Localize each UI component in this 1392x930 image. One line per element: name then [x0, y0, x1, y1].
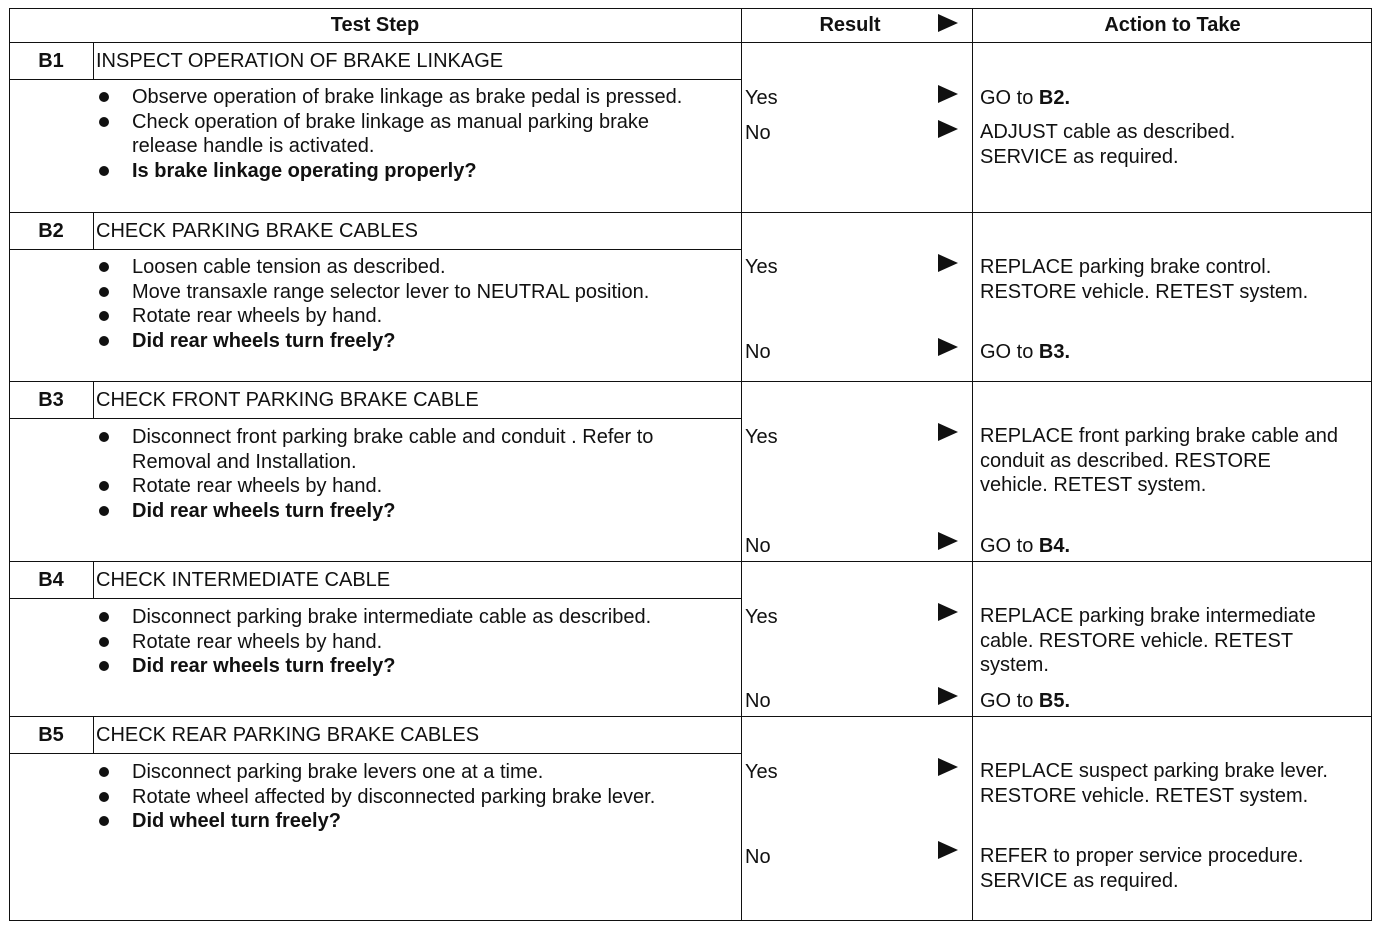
divider [9, 753, 741, 754]
bullet-icon [99, 661, 109, 671]
bullet-icon [99, 117, 109, 127]
action-text: REPLACE front parking brake cable and conduit as described. RESTORE vehicle. RETEST system. [980, 425, 1338, 496]
action-text: GO to B2. [980, 87, 1071, 109]
list-item: Rotate rear wheels by hand. [96, 474, 716, 499]
divider [9, 418, 741, 419]
divider [9, 249, 741, 250]
bullet-icon [99, 432, 109, 442]
list-item: Check operation of brake linkage as manual parking brake release handle is activated. [96, 110, 716, 159]
bullet-icon [99, 92, 109, 102]
list-item: Disconnect front parking brake cable and conduit . Refer to Removal and Installation. [96, 425, 716, 474]
step-bullets [96, 760, 716, 834]
bullet-icon [99, 166, 109, 176]
list-item: Loosen cable tension as described. [96, 255, 716, 280]
divider [93, 42, 94, 79]
step-title: INSPECT OPERATION OF BRAKE LINKAGE [96, 50, 504, 72]
action-text: REPLACE suspect parking brake lever. RESTORE vehicle. RETEST system. [980, 760, 1328, 807]
bullet-icon [99, 637, 109, 647]
action-text: GO to B3. [980, 341, 1071, 363]
step-id: B3 [38, 389, 64, 411]
bullet-icon [99, 816, 109, 826]
divider [93, 561, 94, 598]
result-yes: Yes [745, 87, 778, 109]
action-text: REFER to proper service procedure. SERVICE as required. [980, 845, 1304, 892]
bullet-icon [99, 792, 109, 802]
result-no: No [745, 535, 771, 557]
bullet-icon [99, 767, 109, 777]
arrow-icon [938, 85, 958, 103]
bullet-icon [99, 612, 109, 622]
list-item: Did rear wheels turn freely? [96, 654, 716, 679]
arrow-icon [938, 603, 958, 621]
header-action: Action to Take [1104, 14, 1241, 36]
list-item: Is brake linkage operating properly? [96, 159, 716, 184]
divider [741, 8, 742, 921]
step-id: B5 [38, 724, 64, 746]
bullet-icon [99, 287, 109, 297]
step-id: B2 [38, 220, 64, 242]
result-yes: Yes [745, 256, 778, 278]
divider [93, 381, 94, 418]
list-item: Did rear wheels turn freely? [96, 329, 716, 354]
result-no: No [745, 846, 771, 868]
header-test-step: Test Step [330, 14, 420, 36]
divider [9, 79, 741, 80]
arrow-icon [938, 687, 958, 705]
arrow-icon [938, 532, 958, 550]
divider [93, 212, 94, 249]
step-title: CHECK FRONT PARKING BRAKE CABLE [96, 389, 479, 411]
header-result: Result [819, 14, 881, 36]
arrow-icon [938, 423, 958, 441]
list-item: Move transaxle range selector lever to NEUTRAL position. [96, 280, 716, 305]
arrow-icon [938, 758, 958, 776]
step-id: B4 [38, 569, 64, 591]
step-title: CHECK INTERMEDIATE CABLE [96, 569, 391, 591]
arrow-icon [938, 338, 958, 356]
bullet-icon [99, 336, 109, 346]
list-item: Rotate rear wheels by hand. [96, 630, 716, 655]
bullet-icon [99, 311, 109, 321]
divider [93, 716, 94, 753]
step-id: B1 [38, 50, 64, 72]
divider [972, 8, 973, 921]
list-item: Did rear wheels turn freely? [96, 499, 716, 524]
list-item: Rotate wheel affected by disconnected parking brake lever. [96, 785, 716, 810]
bullet-icon [99, 262, 109, 272]
result-no: No [745, 341, 771, 363]
step-bullets [96, 85, 716, 183]
arrow-icon [938, 841, 958, 859]
divider [9, 598, 741, 599]
action-text: GO to B4. [980, 535, 1071, 557]
action-text: REPLACE parking brake control. RESTORE vehicle. RETEST system. [980, 256, 1309, 303]
list-item: Did wheel turn freely? [96, 809, 716, 834]
result-yes: Yes [745, 761, 778, 783]
arrow-icon [938, 254, 958, 272]
action-text: ADJUST cable as described. SERVICE as required. [980, 121, 1236, 168]
result-no: No [745, 690, 771, 712]
arrow-icon [938, 120, 958, 138]
action-text: REPLACE parking brake intermediate cable. RESTORE vehicle. RETEST system. [980, 605, 1316, 676]
result-no: No [745, 122, 771, 144]
list-item: Disconnect parking brake levers one at a time. [96, 760, 716, 785]
bullet-icon [99, 506, 109, 516]
result-yes: Yes [745, 606, 778, 628]
list-item: Observe operation of brake linkage as brake pedal is pressed. [96, 85, 716, 110]
step-title: CHECK REAR PARKING BRAKE CABLES [96, 724, 480, 746]
bullet-icon [99, 481, 109, 491]
step-bullets [96, 255, 716, 353]
result-yes: Yes [745, 426, 778, 448]
list-item: Rotate rear wheels by hand. [96, 304, 716, 329]
step-title: CHECK PARKING BRAKE CABLES [96, 220, 418, 242]
step-bullets [96, 605, 716, 679]
step-bullets [96, 425, 716, 523]
arrow-icon [938, 14, 958, 32]
action-text: GO to B5. [980, 690, 1071, 712]
list-item: Disconnect parking brake intermediate cable as described. [96, 605, 716, 630]
